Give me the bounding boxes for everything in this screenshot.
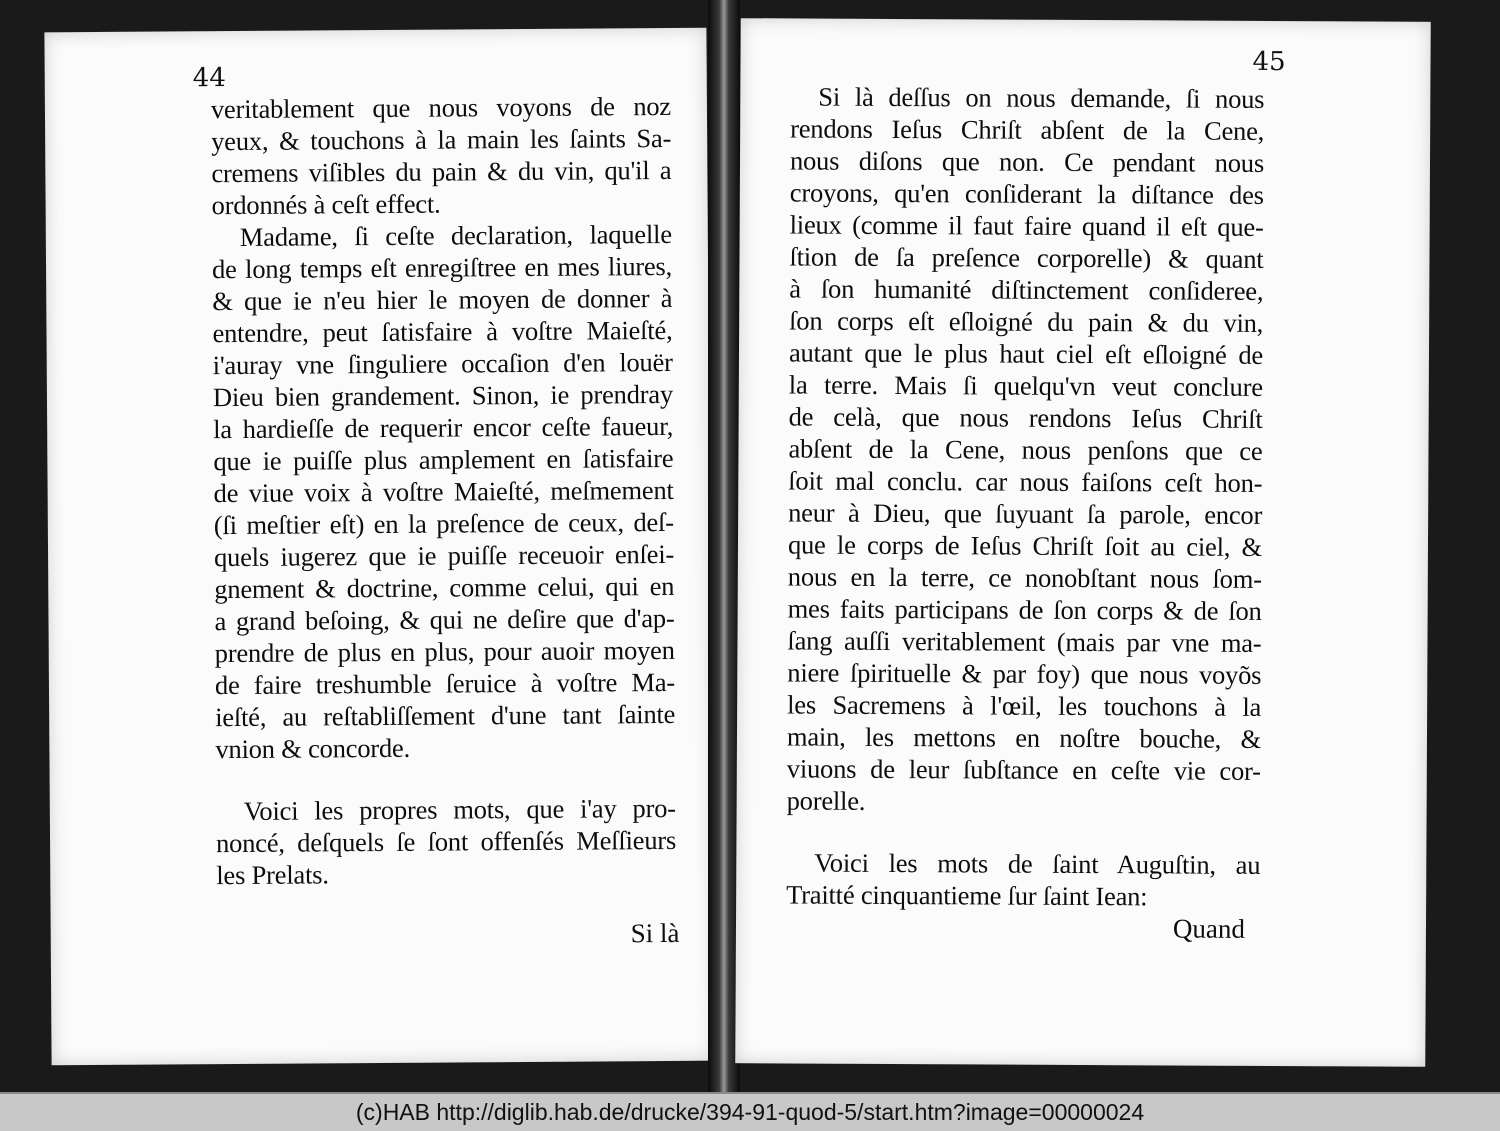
- text-line: prendre de plus en plus, pour auoir moyen: [214, 634, 675, 669]
- text-line: (ſi meſtier eſt) en la preſence de ceux, deſ-: [213, 506, 674, 541]
- text-line: ſang auſſi veritablement (mais par vne ma-: [787, 625, 1262, 658]
- text-line: de long temps eſt enregiſtree en mes liures,: [211, 250, 673, 285]
- text-line: Voici les mots de ſaint Auguſtin, au: [814, 847, 1261, 880]
- text-line: entendre, peut ſatisfaire à voſtre Maieſté,: [212, 314, 673, 349]
- text-line: nous en la terre, ce nonobſtant nous ſom-: [787, 561, 1262, 594]
- text-line: les Sacremens à l'œil, les touchons à la: [787, 689, 1262, 722]
- catchword-left: Si là: [630, 917, 680, 949]
- text-line: autant que le plus haut ciel eſt eſloigné de: [788, 337, 1264, 370]
- text-line: Traitté cinquantieme ſur ſaint Iean:: [786, 879, 1148, 912]
- text-line: mes faits participans de ſon corps & de ſon: [787, 593, 1262, 626]
- text-line: main, les mettons en noſtre bouche, &: [786, 721, 1262, 754]
- text-line: i'auray vne ſinguliere occaſion d'en louër: [212, 346, 673, 381]
- right-page-text: [786, 80, 1264, 912]
- copyright-footer: [0, 1092, 1500, 1131]
- text-line: gnement & doctrine, comme celui, qui en: [214, 570, 675, 605]
- text-line: nous diſons que non. Ce pendant nous: [789, 145, 1265, 178]
- text-line: ſtion de ſa preſence corporelle) & quant: [789, 241, 1264, 274]
- text-line: ſoit mal conclu. car nous faiſons ceſt hon-: [788, 465, 1263, 498]
- text-line: vnion & concorde.: [215, 732, 411, 765]
- right-page: [735, 18, 1430, 1067]
- page-number-left: 44: [192, 63, 226, 94]
- text-line: ordonnés à ceſt effect.: [211, 188, 441, 221]
- footer-url-text: (c)HAB http://diglib.hab.de/drucke/394-91-quod-5/start.htm?image=00000024: [355, 1099, 1145, 1125]
- text-line: niere ſpirituelle & par foy) que nous voyõs: [787, 657, 1262, 690]
- page-number-right: 45: [1252, 46, 1286, 78]
- text-line: croyons, qu'en conſiderant la diſtance des: [789, 177, 1264, 210]
- text-line: à ſon humanité diſtinctement conſideree,: [789, 273, 1264, 306]
- text-line: la terre. Mais ſi quelqu'vn veut conclure: [788, 369, 1263, 402]
- text-line: a grand beſoing, & qui ne deſire que d'ap-: [214, 602, 675, 637]
- text-line: porelle.: [786, 785, 866, 816]
- text-line: que le corps de Ieſus Chriſt ſoit au ciel, &: [787, 529, 1263, 562]
- text-line: lieux (comme il faut faire quand il eſt que-: [789, 209, 1264, 242]
- text-line: de faire treshumble ſeruice à voſtre Ma-: [214, 666, 676, 701]
- left-page-text: [211, 90, 677, 891]
- text-line: cremens viſibles du pain & du vin, qu'il a: [211, 154, 672, 189]
- text-line: veritablement que nous voyons de noz: [210, 90, 672, 125]
- text-line: Dieu bien grandement. Sinon, ie prendray: [212, 378, 674, 413]
- text-line: Si là deſſus on nous demande, ſi nous: [818, 81, 1265, 114]
- text-line: Madame, ſi ceſte declaration, laquelle: [239, 218, 672, 252]
- text-line: & que ie n'eu hier le moyen de donner à: [212, 282, 673, 317]
- text-line: yeux, & touchons à la main les ſaints Sa-: [211, 122, 672, 157]
- paragraph-gap: [216, 762, 676, 795]
- text-line: viuons de leur ſubſtance en ceſte vie cor-: [786, 753, 1261, 786]
- text-line: neur à Dieu, que ſuyuant ſa parole, encor: [788, 497, 1263, 530]
- text-line: Voici les propres mots, que i'ay pro-: [243, 792, 676, 826]
- text-line: noncé, deſquels ſe ſont offenſés Meſſieurs: [215, 824, 677, 859]
- text-line: de celà, que nous rendons Ieſus Chriſt: [788, 401, 1263, 434]
- text-line: ſon corps eſt eſloigné du pain & du vin,: [789, 305, 1264, 338]
- text-line: les Prelats.: [216, 859, 329, 891]
- catchword-right: Quand: [1172, 913, 1246, 944]
- text-line: que ie puiſſe plus amplement en ſatisfaire: [213, 442, 674, 477]
- text-line: de viue voix à voſtre Maieſté, meſmement: [213, 474, 674, 509]
- text-line: rendons Ieſus Chriſt abſent de la Cene,: [790, 113, 1265, 146]
- text-line: quels iugerez que ie puiſſe receuoir enſei-: [213, 538, 675, 573]
- text-line: abſent de la Cene, nous penſons que ce: [788, 433, 1263, 466]
- text-line: ieſté, au reſtabliſſement d'une tant ſainte: [215, 698, 676, 733]
- left-page: [44, 28, 713, 1066]
- text-line: la hardieſſe de requerir encor ceſte faueur,: [213, 410, 674, 445]
- paragraph-gap: [786, 816, 1260, 848]
